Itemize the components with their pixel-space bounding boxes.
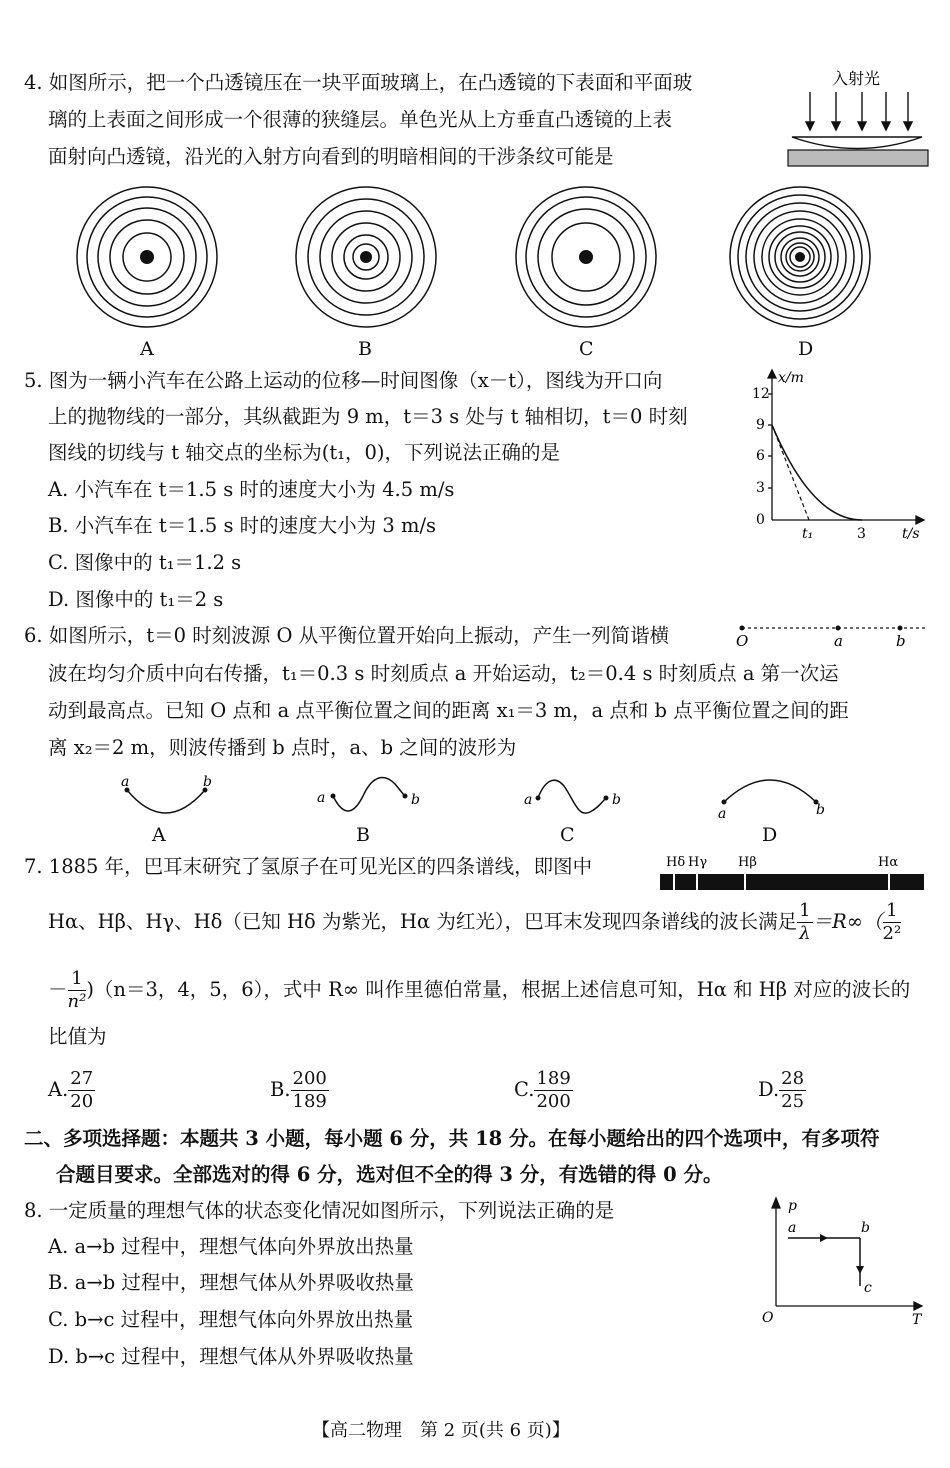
q4-line-1: 4. 如图所示，把一个凸透镜压在一块平面玻璃上，在凸透镜的下表面和平面玻 <box>24 71 693 94</box>
q4-ring-a <box>75 185 220 330</box>
q8-point-b: b <box>861 1220 870 1236</box>
q7-option-a: A. $\frac{27}{20}$ <box>48 1068 94 1112</box>
q8-point-a: a <box>788 1220 797 1236</box>
q6-option-b: B <box>356 824 370 846</box>
q5-t1-label: t₁ <box>802 526 814 542</box>
q5-y-tick-0: 0 <box>756 512 765 528</box>
q6-wave-c <box>522 772 632 822</box>
q7-spectrum <box>660 848 925 893</box>
svg-text:b: b <box>411 792 420 808</box>
q4-line-3: 面射向凸透镜，沿光的入射方向看到的明暗相间的干涉条纹可能是 <box>48 145 614 168</box>
q6-wave-a <box>115 772 225 822</box>
section-2-line-1: 二、多项选择题：本题共 3 小题，每小题 6 分，共 18 分。在每小题给出的四个选项中，有多项符 <box>24 1127 880 1150</box>
q6-line-4: 离 x₂＝2 m，则波传播到 b 点时，a、b 之间的波形为 <box>48 736 517 759</box>
spectrum-label-h-delta: Hδ <box>666 855 686 870</box>
spectrum-label-h-alpha: Hα <box>878 855 899 870</box>
q6-line-3: 动到最高点。已知 O 点和 a 点平衡位置之间的距离 x₁＝3 m，a 点和 b 点平衡位置之间的距 <box>48 699 849 722</box>
q5-line-1: 5. 图为一辆小汽车在公路上运动的位移—时间图像（x－t），图线为开口向 <box>24 369 663 392</box>
q5-y-tick-9: 9 <box>756 417 765 433</box>
q7-line-3: － $\frac{1}{\text{n²}}$ )（n＝3，4，5，6），式中 R∞ 叫作里德伯常量，根据上述信息可知，Hα 和 Hβ 对应的波长的 <box>48 968 911 1012</box>
q5-option-a: A. 小汽车在 t＝1.5 s 时的速度大小为 4.5 m/s <box>48 478 455 501</box>
svg-text:a: a <box>524 792 533 808</box>
page-footer: 【高二物理 第 2 页(共 6 页)】 <box>312 1420 570 1441</box>
q4-ring-b <box>294 185 439 330</box>
q4-option-c: C <box>579 338 594 360</box>
formula-n-term: $\frac{1}{\text{n²}}$ <box>67 968 87 1012</box>
q5-y-axis-label: x/m <box>778 370 804 386</box>
q4-ring-d <box>728 185 873 330</box>
q8-pt-graph <box>758 1192 930 1332</box>
q6-point-a: a <box>834 632 843 650</box>
q5-t3-label: 3 <box>857 526 866 542</box>
q7-line-1: 7. 1885 年，巴耳末研究了氢原子在可见光区的四条谱线，即图中 <box>24 855 593 878</box>
q5-option-b: B. 小汽车在 t＝1.5 s 时的速度大小为 3 m/s <box>48 514 437 537</box>
q4-line-2: 璃的上表面之间形成一个很薄的狭缝层。单色光从上方垂直凸透镜的上表 <box>48 108 673 131</box>
q5-line-2: 上的抛物线的一部分，其纵截距为 9 m，t＝3 s 处与 t 轴相切，t＝0 时刻 <box>48 405 688 428</box>
q4-lens-figure <box>780 62 930 172</box>
q5-y-tick-6: 6 <box>756 448 765 464</box>
formula-lhs: $\frac{1}{\lambda}$ <box>799 900 811 944</box>
svg-text:b: b <box>203 774 212 790</box>
spectrum-label-h-gamma: Hγ <box>688 855 708 870</box>
formula-rhs: $\frac{1}{\text{2²}}$ <box>882 900 902 944</box>
q7-option-b: B. $\frac{200}{189}$ <box>270 1068 327 1112</box>
svg-text:a: a <box>121 774 130 790</box>
q7-line-4: 比值为 <box>48 1025 107 1048</box>
q8-option-c: C. b→c 过程中，理想气体向外界放出热量 <box>48 1308 414 1331</box>
svg-text:b: b <box>816 802 825 818</box>
section-2-line-2: 合题目要求。全部选对的得 6 分，选对但不全的得 3 分，有选错的得 0 分。 <box>56 1163 723 1186</box>
svg-text:a: a <box>718 806 727 822</box>
q6-medium-line <box>736 620 931 650</box>
q5-x-axis-label: t/s <box>902 526 920 542</box>
q7-option-d: D. $\frac{28}{25}$ <box>758 1068 805 1112</box>
incident-light-label: 入射光 <box>832 69 881 88</box>
q6-wave-d <box>712 768 832 820</box>
q7-option-c: C. $\frac{189}{200}$ <box>514 1068 571 1112</box>
q6-line-2: 波在均匀介质中向右传播，t₁＝0.3 s 时刻质点 a 开始运动，t₂＝0.4 s 时刻质点 a 第一次运 <box>48 662 839 685</box>
q4-option-b: B <box>358 338 372 360</box>
q7-line-2: Hα、Hβ、Hγ、Hδ（已知 Hδ 为紫光，Hα 为红光），巴耳末发现四条谱线的波长满足 $\frac{1}{\lambda}$ ＝R∞（ $\frac{1}{\text{2²}}$ <box>48 900 902 944</box>
q6-point-o: O <box>736 632 749 650</box>
svg-text:a: a <box>317 790 326 806</box>
q5-option-d: D. 图像中的 t₁＝2 s <box>48 588 224 611</box>
q8-origin: O <box>762 1310 774 1326</box>
q5-xt-graph <box>750 368 930 543</box>
q6-option-a: A <box>152 824 166 846</box>
q4-option-d: D <box>798 338 814 360</box>
q8-option-d: D. b→c 过程中，理想气体从外界吸收热量 <box>48 1345 414 1368</box>
svg-text:b: b <box>612 792 621 808</box>
q8-option-b: B. a→b 过程中，理想气体从外界吸收热量 <box>48 1271 414 1294</box>
q6-option-c: C <box>560 824 575 846</box>
q5-y-tick-12: 12 <box>752 386 770 402</box>
q8-t-axis-label: T <box>912 1312 922 1328</box>
q6-line-1: 6. 如图所示，t＝0 时刻波源 O 从平衡位置开始向上振动，产生一列简谐横 <box>24 624 670 647</box>
q5-y-tick-3: 3 <box>756 480 765 496</box>
q4-option-a: A <box>140 338 154 360</box>
q5-line-3: 图线的切线与 t 轴交点的坐标为(t₁，0)，下列说法正确的是 <box>48 441 561 464</box>
q8-point-c: c <box>864 1280 872 1296</box>
q4-ring-c <box>514 185 659 330</box>
q6-option-d: D <box>762 824 778 846</box>
q6-point-b: b <box>896 632 906 650</box>
q8-p-axis-label: p <box>788 1198 797 1214</box>
q8-stem: 8. 一定质量的理想气体的状态变化情况如图所示，下列说法正确的是 <box>24 1199 615 1222</box>
spectrum-label-h-beta: Hβ <box>738 855 757 870</box>
q8-option-a: A. a→b 过程中，理想气体向外界放出热量 <box>48 1235 414 1258</box>
q5-option-c: C. 图像中的 t₁＝1.2 s <box>48 551 242 574</box>
q6-wave-b <box>315 772 425 822</box>
